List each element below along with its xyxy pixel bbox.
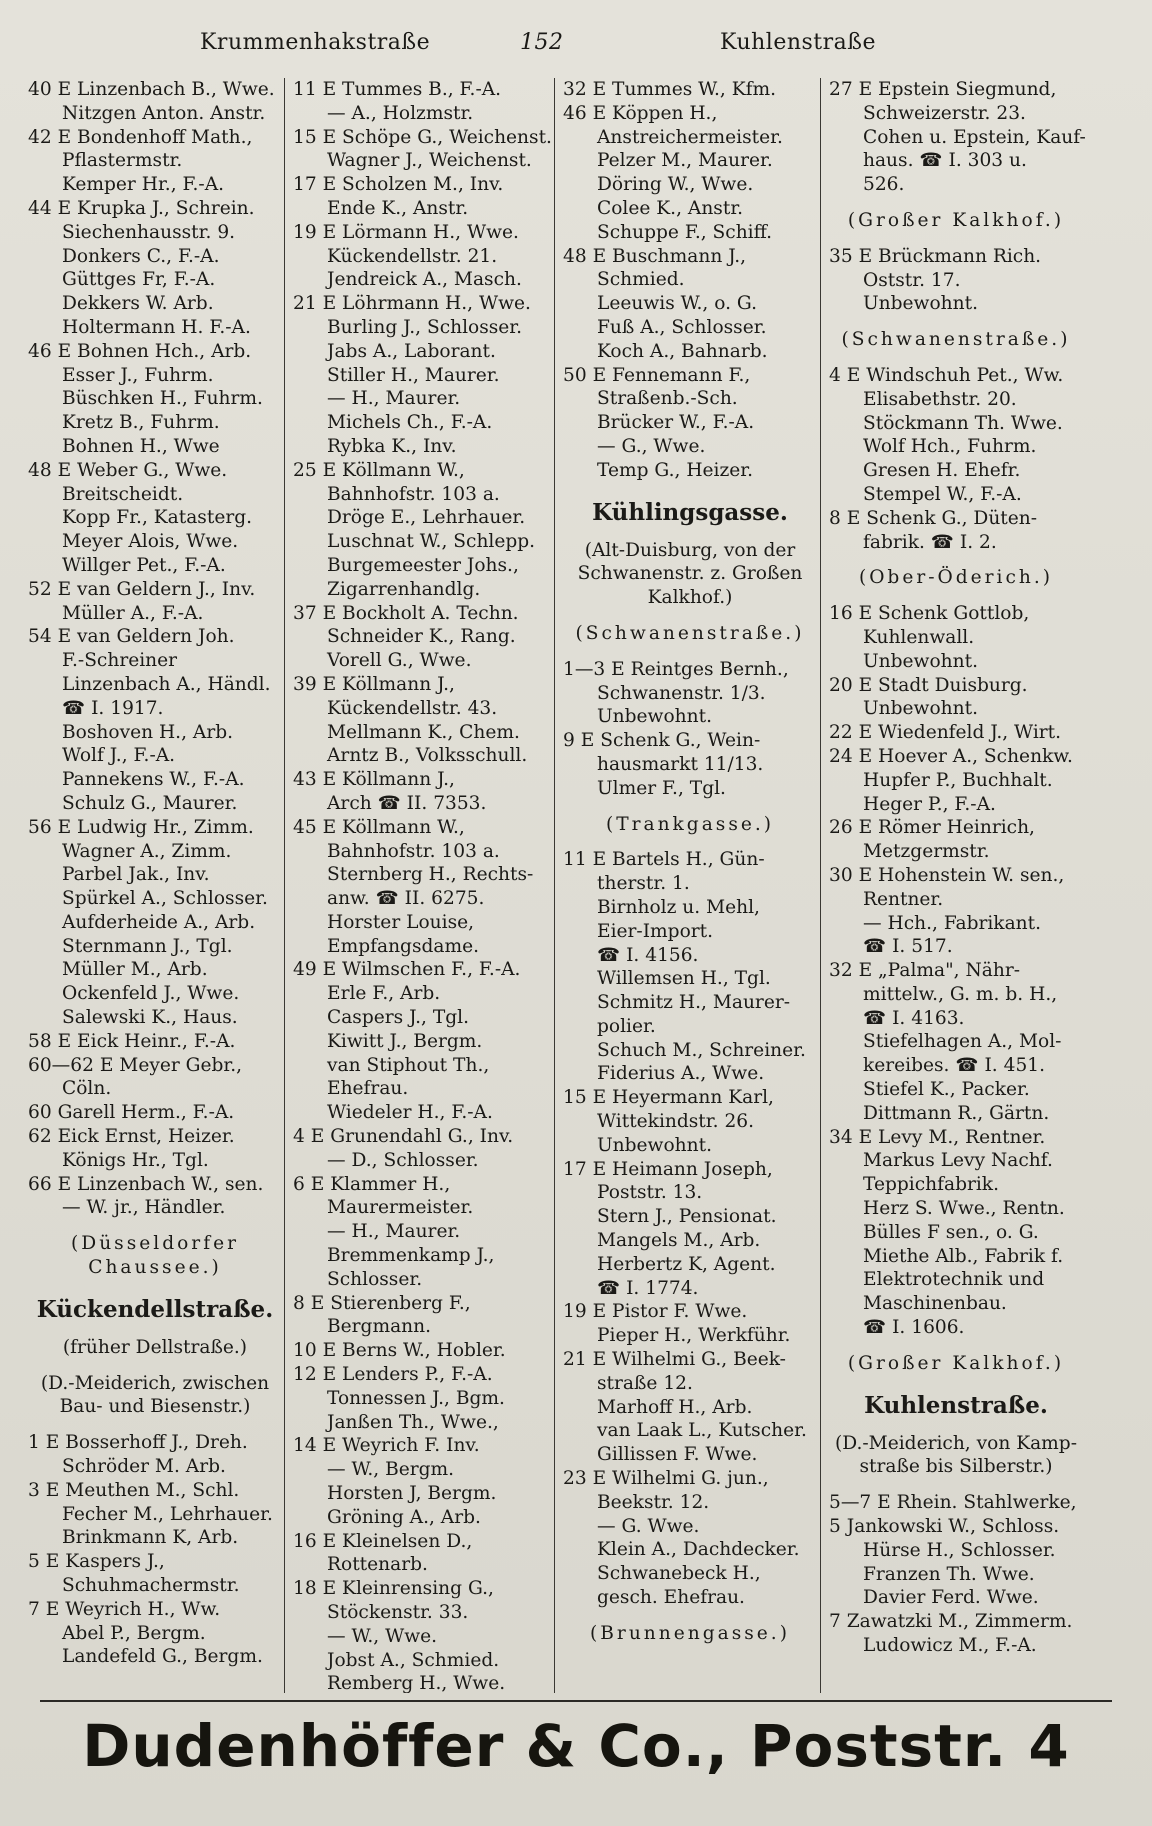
resident-entry: — D., Schlosser.	[327, 1149, 479, 1171]
spacer	[829, 590, 1083, 602]
house-number-entry: 60 Garell Herm., F.-A.	[28, 1102, 235, 1124]
resident-entry: Jabs A., Laborant.	[327, 340, 496, 362]
resident-entry: Nitzgen Anton. Anstr.	[62, 102, 266, 124]
resident-entry: Pieper H., Werkführ.	[597, 1325, 791, 1347]
entry-continuation: mittelw., G. m. b. H.,	[863, 983, 1058, 1005]
resident-entry: Wolf J., F.-A.	[62, 745, 176, 767]
page-number: 152	[520, 30, 564, 55]
entry-continuation: Kückendellstr. 21.	[327, 245, 498, 267]
house-number-entry: 15 E Schöpe G., Weichenst.	[293, 126, 552, 148]
spacer	[563, 610, 817, 622]
resident-entry: — Hch., Fabrikant.	[863, 912, 1042, 934]
entry-continuation: fabrik. ☎ I. 2.	[863, 531, 997, 553]
resident-entry: Remberg H., Wwe.	[327, 1673, 506, 1693]
cross-street-label: (Brunnengasse.)	[590, 1622, 790, 1644]
entry-continuation: Elektrotechnik und	[863, 1269, 1045, 1291]
resident-entry: — G. Wwe.	[597, 1515, 700, 1537]
entry-continuation: gesch. Ehefrau.	[597, 1587, 745, 1609]
house-number-entry: 66 E Linzenbach W., sen.	[28, 1173, 264, 1195]
entry-continuation: Rottenarb.	[327, 1554, 428, 1576]
resident-entry: Fecher M., Lehrhauer.	[62, 1503, 273, 1525]
resident-entry: — A., Holzmstr.	[327, 102, 474, 124]
resident-entry: Unbewohnt.	[863, 293, 978, 315]
resident-entry: Hupfer P., Buchhalt.	[863, 769, 1053, 791]
cross-street-label: (Schwanenstraße.)	[575, 622, 805, 644]
house-number-entry: 34 E Levy M., Rentner.	[829, 1126, 1046, 1148]
resident-entry: Stempel W., F.-A.	[863, 483, 1022, 505]
resident-entry: Dittmann R., Gärtn.	[863, 1102, 1050, 1124]
house-number-entry: 10 E Berns W., Hobler.	[293, 1340, 506, 1362]
street-description: (D.-Meiderich, von Kamp-	[834, 1432, 1077, 1454]
entry-continuation: Straßenb.-Sch.	[597, 388, 738, 410]
spacer	[829, 316, 1083, 328]
resident-entry: Boshoven H., Arb.	[62, 721, 234, 743]
resident-entry: Tonnessen J., Bgm.	[327, 1387, 505, 1409]
resident-entry: Schröder M. Arb.	[62, 1456, 226, 1478]
resident-entry: Michels Ch., F.-A.	[327, 412, 493, 434]
resident-entry: Spürkel A., Schlosser.	[62, 888, 268, 910]
resident-entry: Koch A., Bahnarb.	[597, 340, 768, 362]
resident-entry: Fiderius A., Wwe.	[597, 1063, 765, 1085]
house-number-entry: 9 E Schenk G., Wein-	[563, 730, 761, 752]
resident-entry: Stiefel K., Packer.	[863, 1079, 1030, 1101]
resident-entry: — H., Maurer.	[327, 1221, 461, 1243]
resident-entry: Luschnat W., Schlepp.	[327, 531, 536, 553]
entry-continuation: anw. ☎ II. 6275.	[327, 888, 485, 910]
cross-street-label: (Düsseldorfer	[71, 1233, 239, 1255]
house-number-entry: 44 E Krupka J., Schrein.	[28, 197, 255, 219]
resident-entry: Büschken H., Fuhrm.	[62, 388, 263, 410]
entry-continuation: Schmied.	[597, 269, 685, 291]
entry-continuation: Oststr. 17.	[863, 269, 961, 291]
resident-entry: Gillissen F. Wwe.	[597, 1444, 758, 1466]
resident-entry: Schuch M., Schreiner.	[597, 1039, 806, 1061]
resident-entry: Pannekens W., F.-A.	[62, 769, 245, 791]
house-number-entry: 58 E Eick Heinr., F.-A.	[28, 1030, 236, 1052]
resident-entry: Willger Pet., F.-A.	[62, 554, 226, 576]
entry-continuation: ☎ I. 1774.	[597, 1277, 699, 1299]
directory-columns	[20, 78, 1132, 1693]
street-description: (früher Dellstraße.)	[62, 1336, 248, 1358]
spacer	[829, 352, 1083, 364]
house-number-entry: 49 E Wilmschen F., F.-A.	[293, 959, 521, 981]
resident-entry: Parbel Jak., Inv.	[62, 864, 210, 886]
entry-continuation: ☎ I. 1606.	[863, 1317, 965, 1339]
resident-entry: Hürse H., Schlosser.	[863, 1539, 1056, 1561]
resident-entry: Müller A., F.-A.	[62, 602, 204, 624]
spacer	[28, 1220, 282, 1232]
house-number-entry: 16 E Kleinelsen D.,	[293, 1530, 473, 1552]
house-number-entry: 7 E Weyrich H., Ww.	[28, 1598, 221, 1620]
resident-entry: Linzenbach A., Händl.	[62, 673, 271, 695]
spacer	[563, 1610, 817, 1622]
resident-entry: Stern J., Pensionat.	[597, 1206, 777, 1228]
resident-entry: Schneider K., Rang.	[327, 626, 516, 648]
house-number-entry: 21 E Wilhelmi G., Beek-	[563, 1349, 786, 1371]
house-number-entry: 11 E Bartels H., Gün-	[563, 849, 765, 871]
house-number-entry: 5—7 E Rhein. Stahlwerke,	[829, 1492, 1077, 1514]
resident-entry: Stöckmann Th. Wwe.	[863, 412, 1063, 434]
resident-entry: Donkers C., F.-A.	[62, 245, 220, 267]
entry-continuation: Breitscheidt.	[62, 483, 184, 505]
resident-entry: Wagner J., Weichenst.	[327, 150, 532, 172]
entry-continuation: Metzgermstr.	[863, 841, 990, 863]
entry-continuation: straße 12.	[597, 1372, 693, 1394]
entry-continuation: Kuhlenwall.	[863, 626, 975, 648]
resident-entry: Stiefelhagen A., Mol-	[863, 1031, 1062, 1053]
entry-continuation: Bahnhofstr. 103 a.	[327, 840, 500, 862]
spacer	[829, 1340, 1083, 1352]
house-number-entry: 60—62 E Meyer Gebr.,	[28, 1054, 243, 1076]
cross-street-label: Chaussee.)	[88, 1257, 222, 1279]
resident-entry: Heger P., F.-A.	[863, 793, 996, 815]
house-number-entry: 56 E Ludwig Hr., Zimm.	[28, 816, 254, 838]
column-1	[20, 78, 288, 1693]
house-number-entry: 27 E Epstein Siegmund,	[829, 79, 1057, 100]
resident-entry: Burling J., Schlosser.	[327, 316, 523, 338]
resident-entry: Bremmenkamp J.,	[327, 1245, 495, 1267]
resident-entry: Bülles F sen., o. G.	[863, 1221, 1039, 1243]
street-description: Kalkhof.)	[647, 587, 733, 609]
resident-entry: Unbewohnt.	[863, 698, 978, 720]
resident-entry: Kiwitt J., Bergm.	[327, 1030, 483, 1052]
house-number-entry: 14 E Weyrich F. Inv.	[293, 1435, 480, 1457]
resident-entry: Pelzer M., Maurer.	[597, 150, 773, 172]
resident-entry: Königs Hr., Tgl.	[62, 1149, 209, 1171]
running-head	[40, 30, 1112, 70]
resident-entry: Herz S. Wwe., Rentn.	[863, 1198, 1065, 1220]
house-number-entry: 40 E Linzenbach B., Wwe.	[28, 79, 275, 100]
resident-entry: Marhoff H., Arb.	[597, 1396, 753, 1418]
resident-entry: Aufderheide A., Arb.	[62, 911, 256, 933]
resident-entry: Cohen u. Epstein, Kauf-	[863, 126, 1086, 148]
resident-entry: Vorell G., Wwe.	[327, 650, 472, 672]
house-number-entry: 23 E Wilhelmi G. jun.,	[563, 1468, 769, 1490]
house-number-entry: 5 Jankowski W., Schloss.	[829, 1516, 1060, 1538]
resident-entry: Unbewohnt.	[597, 706, 712, 728]
resident-entry: Erle F., Arb.	[327, 983, 441, 1005]
entry-continuation: F.-Schreiner	[62, 650, 178, 672]
resident-entry: Gresen H. Ehefr.	[863, 460, 1021, 482]
resident-entry: Sternmann J., Tgl.	[62, 935, 233, 957]
resident-entry: Salewski K., Haus.	[62, 1007, 238, 1029]
resident-entry: — W. jr., Händler.	[62, 1197, 226, 1219]
house-number-entry: 37 E Bockholt A. Techn.	[293, 602, 519, 624]
resident-entry: — W., Wwe.	[327, 1625, 438, 1647]
house-number-entry: 15 E Heyermann Karl,	[563, 1087, 774, 1109]
entry-continuation: Siechenhausstr. 9.	[62, 221, 236, 243]
house-number-entry: 8 E Stierenberg F.,	[293, 1292, 471, 1314]
cross-street-label: (Ober-Öderich.)	[858, 567, 1054, 589]
resident-entry: Burgemeester Johs.,	[327, 554, 519, 576]
resident-entry: Miethe Alb., Fabrik f.	[863, 1245, 1064, 1267]
resident-entry: Mangels M., Arb.	[597, 1230, 761, 1252]
entry-continuation: Bahnhofstr. 103 a.	[327, 483, 500, 505]
resident-entry: — G., Wwe.	[597, 435, 706, 457]
resident-entry: Jobst A., Schmied.	[327, 1649, 500, 1671]
resident-entry: Esser J., Fuhrm.	[62, 364, 214, 386]
entry-continuation: ☎ I. 1917.	[62, 697, 164, 719]
resident-entry: Ludowicz M., F.-A.	[863, 1635, 1037, 1657]
spacer	[829, 197, 1083, 209]
house-number-entry: 35 E Brückmann Rich.	[829, 245, 1042, 267]
resident-entry: Brücker W., F.-A.	[597, 412, 755, 434]
street-description: (Alt-Duisburg, von der	[584, 539, 796, 561]
resident-entry: Ockenfeld J., Wwe.	[62, 983, 240, 1005]
entry-continuation: ☎ I. 4163.	[863, 1007, 965, 1029]
resident-entry: Kemper Hr., F.-A.	[62, 174, 225, 196]
entry-continuation: Cöln.	[62, 1078, 112, 1100]
resident-entry: van Stiphout Th.,	[327, 1054, 490, 1076]
resident-entry: Ende K., Anstr.	[327, 197, 469, 219]
resident-entry: Caspers J., Tgl.	[327, 1007, 470, 1029]
spacer	[563, 646, 817, 658]
house-number-entry: 6 E Klammer H.,	[293, 1173, 451, 1195]
header-right-street: Kuhlenstraße	[720, 30, 876, 55]
house-number-entry: 4 E Windschuh Pet., Ww.	[829, 364, 1064, 386]
column-3	[554, 78, 823, 1693]
resident-entry: Bohnen H., Wwe	[62, 435, 220, 457]
house-number-entry: 45 E Köllmann W.,	[293, 816, 465, 838]
entry-continuation: Ehefrau.	[327, 1078, 409, 1100]
house-number-entry: 3 E Meuthen M., Schl.	[28, 1479, 240, 1501]
house-number-entry: 46 E Köppen H.,	[563, 102, 718, 124]
resident-entry: Meyer Alois, Wwe.	[62, 531, 239, 553]
resident-entry: Klein A., Dachdecker.	[597, 1539, 800, 1561]
house-number-entry: 12 E Lenders P., F.-A.	[293, 1364, 493, 1386]
entry-continuation: Elisabethstr. 20.	[863, 388, 1017, 410]
resident-entry: Colee K., Anstr.	[597, 197, 744, 219]
spacer	[829, 554, 1083, 566]
spacer	[563, 836, 817, 848]
resident-entry: — W., Bergm.	[327, 1459, 455, 1481]
resident-entry: Willemsen H., Tgl.	[597, 968, 771, 990]
resident-entry: Schmitz H., Maurer-	[597, 992, 790, 1014]
resident-entry: Leeuwis W., o. G.	[597, 293, 758, 315]
entry-continuation: Schuhmachermstr.	[62, 1575, 240, 1597]
street-heading: Kuhlenstraße.	[864, 1391, 1048, 1419]
house-number-entry: 1 E Bosserhoff J., Dreh.	[28, 1432, 248, 1454]
resident-entry: Ulmer F., Tgl.	[597, 777, 726, 799]
house-number-entry: 30 E Hohenstein W. sen.,	[829, 864, 1065, 886]
house-number-entry: 39 E Köllmann J.,	[293, 673, 455, 695]
entry-continuation: hausmarkt 11/13.	[597, 753, 764, 775]
house-number-entry: 1—3 E Reintges Bernh.,	[563, 658, 789, 680]
house-number-entry: 54 E van Geldern Joh.	[28, 626, 235, 648]
entry-continuation: Maurermeister.	[327, 1197, 474, 1219]
advert-divider	[40, 1700, 1112, 1702]
entry-continuation: Rentner.	[863, 888, 944, 910]
entry-continuation: Empfangsdame.	[327, 935, 480, 957]
spacer	[28, 1360, 282, 1372]
house-number-entry: 5 E Kaspers J.,	[28, 1551, 165, 1573]
resident-entry: Döring W., Wwe.	[597, 174, 754, 196]
house-number-entry: 52 E van Geldern J., Inv.	[28, 578, 256, 600]
entry-continuation: Eier-Import.	[597, 920, 714, 942]
resident-entry: Mellmann K., Chem.	[327, 721, 520, 743]
resident-entry: Kopp Fr., Katasterg.	[62, 507, 253, 529]
entry-continuation: Kückendellstr. 43.	[327, 697, 498, 719]
resident-entry: Güttges Fr, F.-A.	[62, 269, 216, 291]
advertisement: Dudenhöffer & Co., Poststr. 4	[82, 1712, 1070, 1780]
entry-continuation: Schwanenstr. 1/3.	[597, 682, 766, 704]
house-number-entry: 62 Eick Ernst, Heizer.	[28, 1126, 235, 1148]
resident-entry: Abel P., Bergm.	[62, 1622, 206, 1644]
resident-entry: Jendreick A., Masch.	[327, 269, 522, 291]
house-number-entry: 16 E Schenk Gottlob,	[829, 603, 1030, 625]
entry-continuation: Maschinenbau.	[863, 1293, 1007, 1315]
house-number-entry: 4 E Grunendahl G., Inv.	[293, 1126, 514, 1148]
resident-entry: Rybka K., Inv.	[327, 435, 457, 457]
street-description: Schwanenstr. z. Großen	[577, 563, 803, 585]
resident-entry: — H., Maurer.	[327, 388, 461, 410]
entry-continuation: Wittekindstr. 26.	[597, 1111, 755, 1133]
house-number-entry: 42 E Bondenhoff Math.,	[28, 126, 253, 148]
resident-entry: Unbewohnt.	[597, 1134, 712, 1156]
resident-entry: Müller M., Arb.	[62, 959, 208, 981]
house-number-entry: 46 E Bohnen Hch., Arb.	[28, 340, 252, 362]
header-left-street: Krummenhakstraße	[200, 30, 431, 55]
cross-street-label: (Großer Kalkhof.)	[847, 1352, 1065, 1374]
resident-entry: Arntz B., Volksschull.	[327, 745, 528, 767]
resident-entry: Herbertz K, Agent.	[597, 1253, 776, 1275]
entry-continuation: Beekstr. 12.	[597, 1491, 710, 1513]
house-number-entry: 19 E Lörmann H., Wwe.	[293, 221, 519, 243]
entry-continuation: Anstreichermeister.	[597, 126, 783, 148]
resident-entry: Stiller H., Maurer.	[327, 364, 500, 386]
entry-continuation: Bergmann.	[327, 1316, 432, 1338]
resident-entry: Birnholz u. Mehl,	[597, 896, 760, 918]
house-number-entry: 21 E Löhrmann H., Wwe.	[293, 293, 531, 315]
resident-entry: Sternberg H., Rechts-	[327, 864, 534, 886]
resident-entry: Wagner A., Zimm.	[62, 840, 232, 862]
resident-entry: Brinkmann K, Arb.	[62, 1527, 239, 1549]
resident-entry: Schuppe F., Schiff.	[597, 221, 773, 243]
entry-continuation: Teppichfabrik.	[863, 1174, 999, 1196]
resident-entry: Holtermann H. F.-A.	[62, 316, 251, 338]
house-number-entry: 32 E Tummes W., Kfm.	[563, 79, 777, 100]
resident-entry: Landefeld G., Bergm.	[62, 1646, 263, 1668]
entry-continuation: haus. ☎ I. 303 u.	[863, 150, 1027, 172]
entry-continuation: ☎ I. 517.	[863, 936, 953, 958]
house-number-entry: 18 E Kleinrensing G.,	[293, 1578, 494, 1600]
resident-entry: Unbewohnt.	[863, 650, 978, 672]
resident-entry: Wolf Hch., Fuhrm.	[863, 436, 1037, 458]
street-heading: Kückendellstraße.	[36, 1295, 274, 1323]
house-number-entry: 48 E Weber G., Wwe.	[28, 459, 228, 481]
spacer	[829, 1479, 1083, 1491]
entry-continuation: therstr. 1.	[597, 873, 690, 895]
street-description: Bau- und Biesenstr.)	[59, 1396, 251, 1418]
resident-entry: Schulz G., Maurer.	[62, 792, 238, 814]
resident-entry: Janßen Th., Wwe.,	[327, 1411, 499, 1433]
house-number-entry: 17 E Heimann Joseph,	[563, 1158, 773, 1180]
cross-street-label: (Großer Kalkhof.)	[847, 209, 1065, 231]
entry-continuation: Stöckenstr. 33.	[327, 1602, 469, 1623]
entry-continuation: Schlosser.	[327, 1268, 423, 1290]
resident-entry: Gröning A., Arb.	[327, 1506, 481, 1528]
entry-continuation: Arch ☎ II. 7353.	[327, 792, 487, 814]
street-description: straße bis Silberstr.)	[859, 1456, 1053, 1478]
resident-entry: Schwanebeck H.,	[597, 1563, 761, 1585]
resident-entry: Dröge E., Lehrhauer.	[327, 507, 526, 529]
column-2	[284, 78, 553, 1693]
street-description: (D.-Meiderich, zwischen	[40, 1372, 270, 1394]
house-number-entry: 24 E Hoever A., Schenkw.	[829, 745, 1073, 767]
house-number-entry: 22 E Wiedenfeld J., Wirt.	[829, 722, 1062, 744]
house-number-entry: 48 E Buschmann J.,	[563, 245, 747, 267]
entry-continuation: ☎ I. 4156.	[597, 944, 699, 966]
cross-street-label: (Trankgasse.)	[605, 813, 775, 835]
house-number-entry: 11 E Tummes B., F.-A.	[293, 79, 502, 100]
resident-entry: Wiedeler H., F.-A.	[327, 1102, 493, 1124]
house-number-entry: 32 E „Palma", Nähr-	[829, 960, 1020, 982]
spacer	[28, 1419, 282, 1431]
column-4	[820, 78, 1089, 1693]
entry-continuation: kereibes. ☎ I. 451.	[863, 1055, 1046, 1077]
resident-entry: Markus Levy Nachf.	[863, 1150, 1053, 1172]
house-number-entry: 19 E Pistor F. Wwe.	[563, 1301, 748, 1323]
resident-entry: Horsten J, Bergm.	[327, 1483, 497, 1505]
resident-entry: van Laak L., Kutscher.	[597, 1420, 807, 1442]
resident-entry: Dekkers W. Arb.	[62, 293, 214, 315]
street-heading: Kühlingsgasse.	[592, 498, 788, 526]
house-number-entry: 26 E Römer Heinrich,	[829, 817, 1035, 839]
spacer	[829, 233, 1083, 245]
resident-entry: Davier Ferd. Wwe.	[863, 1587, 1039, 1609]
house-number-entry: 50 E Fennemann F.,	[563, 364, 751, 386]
house-number-entry: 20 E Stadt Duisburg.	[829, 674, 1028, 696]
entry-continuation: 526.	[863, 174, 905, 196]
resident-entry: Franzen Th. Wwe.	[863, 1563, 1035, 1585]
entry-continuation: Schweizerstr. 23.	[863, 102, 1026, 124]
entry-continuation: Pflastermstr.	[62, 150, 183, 172]
resident-entry: Fuß A., Schlosser.	[597, 316, 767, 338]
entry-continuation: Zigarrenhandlg.	[327, 578, 481, 600]
resident-entry: Horster Louise,	[327, 911, 475, 933]
resident-entry: Kretz B., Fuhrm.	[62, 412, 220, 434]
house-number-entry: 7 Zawatzki M., Zimmerm.	[829, 1611, 1073, 1633]
house-number-entry: 25 E Köllmann W.,	[293, 459, 465, 481]
spacer	[563, 801, 817, 813]
house-number-entry: 8 E Schenk G., Düten-	[829, 507, 1038, 529]
entry-continuation: polier.	[597, 1015, 656, 1037]
house-number-entry: 43 E Köllmann J.,	[293, 769, 455, 791]
house-number-entry: 17 E Scholzen M., Inv.	[293, 174, 504, 196]
cross-street-label: (Schwanenstraße.)	[841, 329, 1071, 351]
resident-entry: Temp G., Heizer.	[597, 459, 754, 481]
entry-continuation: Poststr. 13.	[597, 1182, 703, 1204]
